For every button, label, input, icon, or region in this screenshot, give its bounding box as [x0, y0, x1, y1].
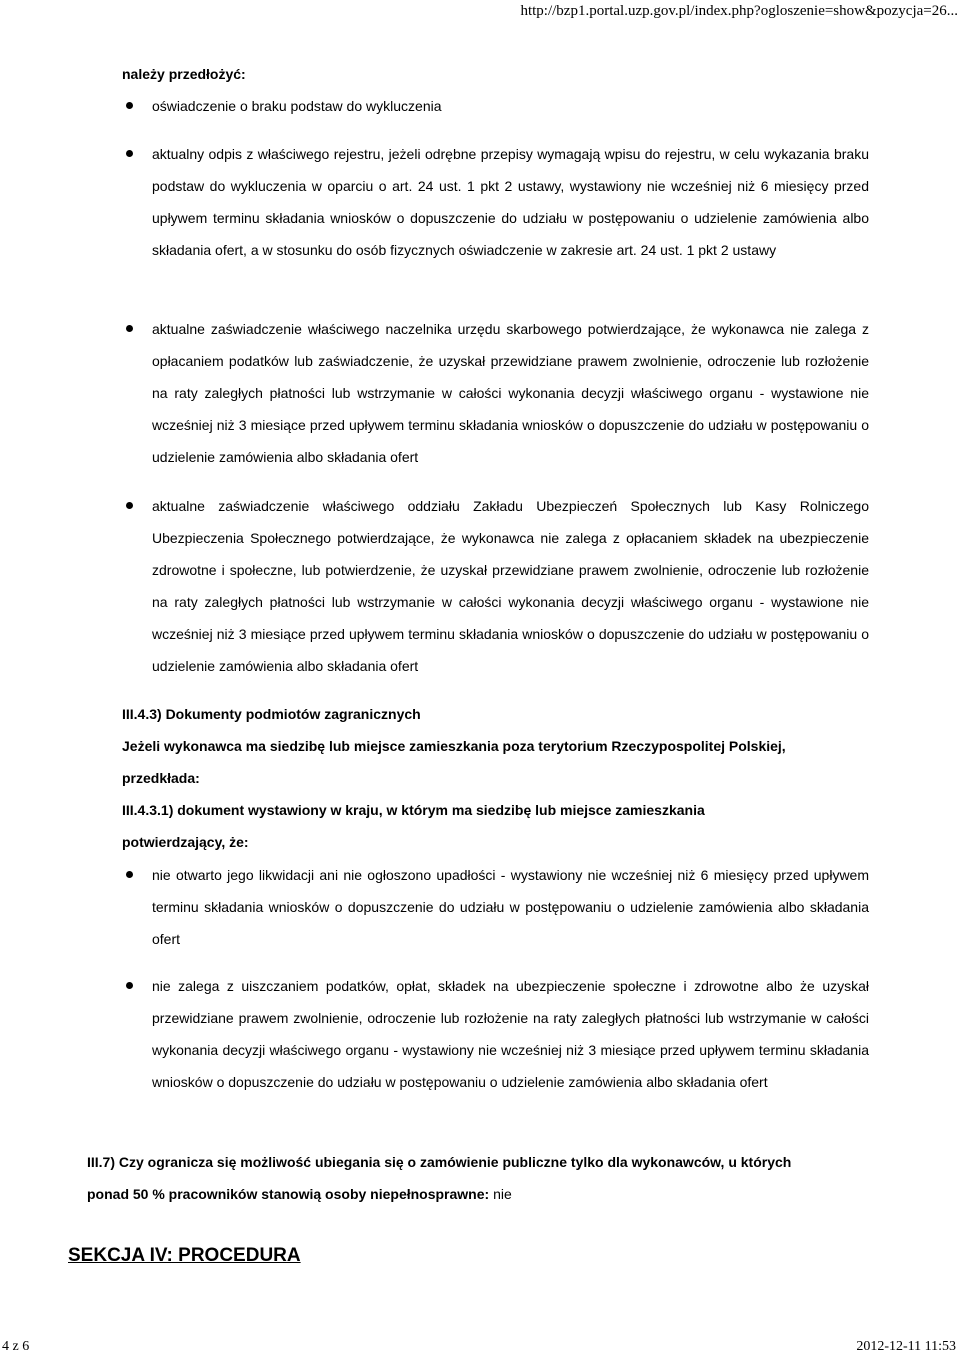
foreign-documents-heading: III.4.3) Dokumenty podmiotów zagranicznych — [122, 706, 421, 722]
list-item: oświadczenie o braku podstaw do wykluczenia — [152, 90, 869, 122]
social-insurance-list — [152, 490, 869, 682]
foreign-liquidation-list — [152, 859, 869, 955]
list-item: nie otwarto jego likwidacji ani nie ogłoszono upadłości - wystawiony nie wcześniej niż 6 miesięcy przed upływem terminu składania wniosków o dopuszczenie do udziału w postępowaniu o udzielenie zamówienia albo składania ofert — [152, 859, 869, 955]
page-number: 4 z 6 — [2, 1339, 30, 1354]
foreign-condition-line2: przedkłada: — [122, 770, 200, 786]
list-item: aktualny odpis z właściwego rejestru, jeżeli odrębne przepisy wymagają wpisu do rejestru, w celu wykazania braku podstaw do wykluczenia w oparciu o art. 24 ust. 1 pkt 2 ustawy, wystawiony nie wcześniej niż 6 miesięcy przed upływem terminu składania wniosków o dopuszczenie do udziału w postępowaniu o udzielenie zamówienia albo składania ofert, a w stosunku do osób fizycznych oświadczenie w zakresie art. 24 ust. 1 pkt 2 ustawy — [152, 138, 869, 266]
documents-intro: należy przedłożyć: — [122, 66, 246, 82]
section-title: SEKCJA IV: PROCEDURA — [68, 1245, 301, 1266]
page-url: http://bzp1.portal.uzp.gov.pl/index.php?ogloszenie=show&pozycja=26... — [520, 3, 958, 19]
print-datetime: 2012-12-11 11:53 — [856, 1339, 956, 1354]
foreign-subheading-line1: III.4.3.1) dokument wystawiony w kraju, w którym ma siedzibę lub miejsce zamieszkania — [122, 802, 705, 818]
domestic-documents-list — [152, 90, 869, 266]
disabled-question-line1: III.7) Czy ogranicza się możliwość ubiegania się o zamówienie publiczne tylko dla wykonawców, u których — [87, 1154, 792, 1170]
list-item: nie zalega z uiszczaniem podatków, opłat, składek na ubezpieczenie społeczne i zdrowotne albo że uzyskał przewidziane prawem zwolnienie, odroczenie lub rozłożenie na raty zaległych płatności lub wstrzymanie w całości wykonania decyzji właściwego organu - wystawiony nie wcześniej niż 3 miesiące przed upływem terminu składania wniosków o dopuszczenie do udziału w postępowaniu o udzielenie zamówienia albo składania ofert — [152, 970, 869, 1098]
foreign-subheading-line2: potwierdzający, że: — [122, 834, 249, 850]
foreign-condition-line1: Jeżeli wykonawca ma siedzibę lub miejsce zamieszkania poza terytorium Rzeczypospolitej Polskiej, — [122, 738, 786, 754]
disabled-answer: nie — [493, 1186, 512, 1202]
list-item: aktualne zaświadczenie właściwego oddziału Zakładu Ubezpieczeń Społecznych lub Kasy Rolniczego Ubezpieczenia Społecznego potwierdzające, że wykonawca nie zalega z opłacaniem składek na ubezpieczenie zdrowotne i społeczne, lub potwierdzenie, że uzyskał przewidziane prawem zwolnienie, odroczenie lub rozłożenie na raty zaległych płatności lub wstrzymanie w całości wykonania decyzji właściwego organu - wystawione nie wcześniej niż 3 miesiące przed upływem terminu składania wniosków o dopuszczenie do udziału w postępowaniu o udzielenie zamówienia albo składania ofert — [152, 490, 869, 682]
disabled-question-text: ponad 50 % pracowników stanowią osoby niepełnosprawne: — [87, 1186, 490, 1202]
tax-certificate-list — [152, 313, 869, 473]
list-item: aktualne zaświadczenie właściwego naczelnika urzędu skarbowego potwierdzające, że wykonawca nie zalega z opłacaniem podatków lub zaświadczenie, że uzyskał przewidziane prawem zwolnienie, odroczenie lub rozłożenie na raty zaległych płatności lub wstrzymanie w całości wykonania decyzji właściwego organu - wystawione nie wcześniej niż 3 miesiące przed upływem terminu składania wniosków o dopuszczenie do udziału w postępowaniu o udzielenie zamówienia albo składania ofert — [152, 313, 869, 473]
foreign-taxes-list — [152, 970, 869, 1098]
disabled-question-line2 — [87, 1178, 512, 1210]
